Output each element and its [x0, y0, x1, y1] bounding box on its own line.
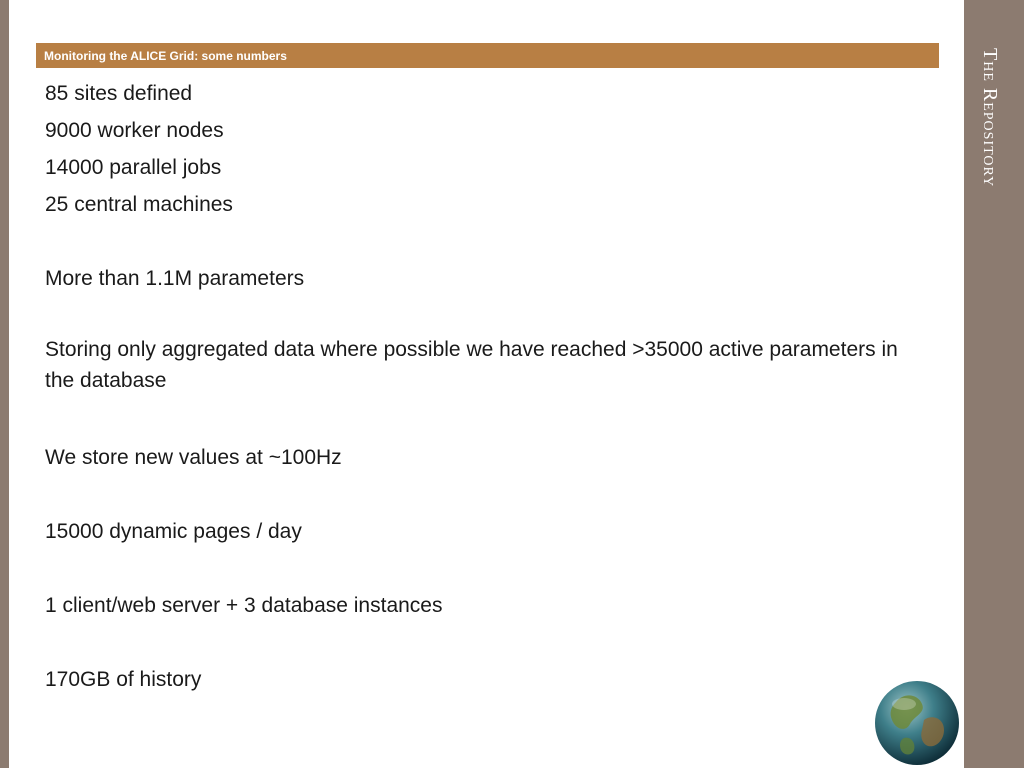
section-title: The Repository: [979, 48, 1001, 188]
bullet-parallel-jobs: 14000 parallel jobs: [45, 156, 222, 179]
bullet-parameters: More than 1.1M parameters: [45, 267, 305, 290]
bullet-dynamic-pages: 15000 dynamic pages / day: [45, 520, 302, 543]
globe-logo-icon: [874, 680, 960, 766]
bullet-central-machines: 25 central machines: [45, 193, 233, 216]
bullet-store-rate: We store new values at ~100Hz: [45, 446, 342, 469]
bullet-history: 170GB of history: [45, 668, 202, 691]
bullet-sites: 85 sites defined: [45, 82, 193, 105]
slide-content: [45, 75, 925, 698]
bullet-servers: 1 client/web server + 3 database instances: [45, 594, 443, 617]
slide-header: Monitoring the ALICE Grid: some numbers: [36, 43, 939, 68]
bullet-worker-nodes: 9000 worker nodes: [45, 119, 224, 142]
left-side-bar: [0, 0, 9, 768]
bullet-aggregated-data: Storing only aggregated data where possible we have reached >35000 active parameters in the database: [45, 338, 898, 392]
